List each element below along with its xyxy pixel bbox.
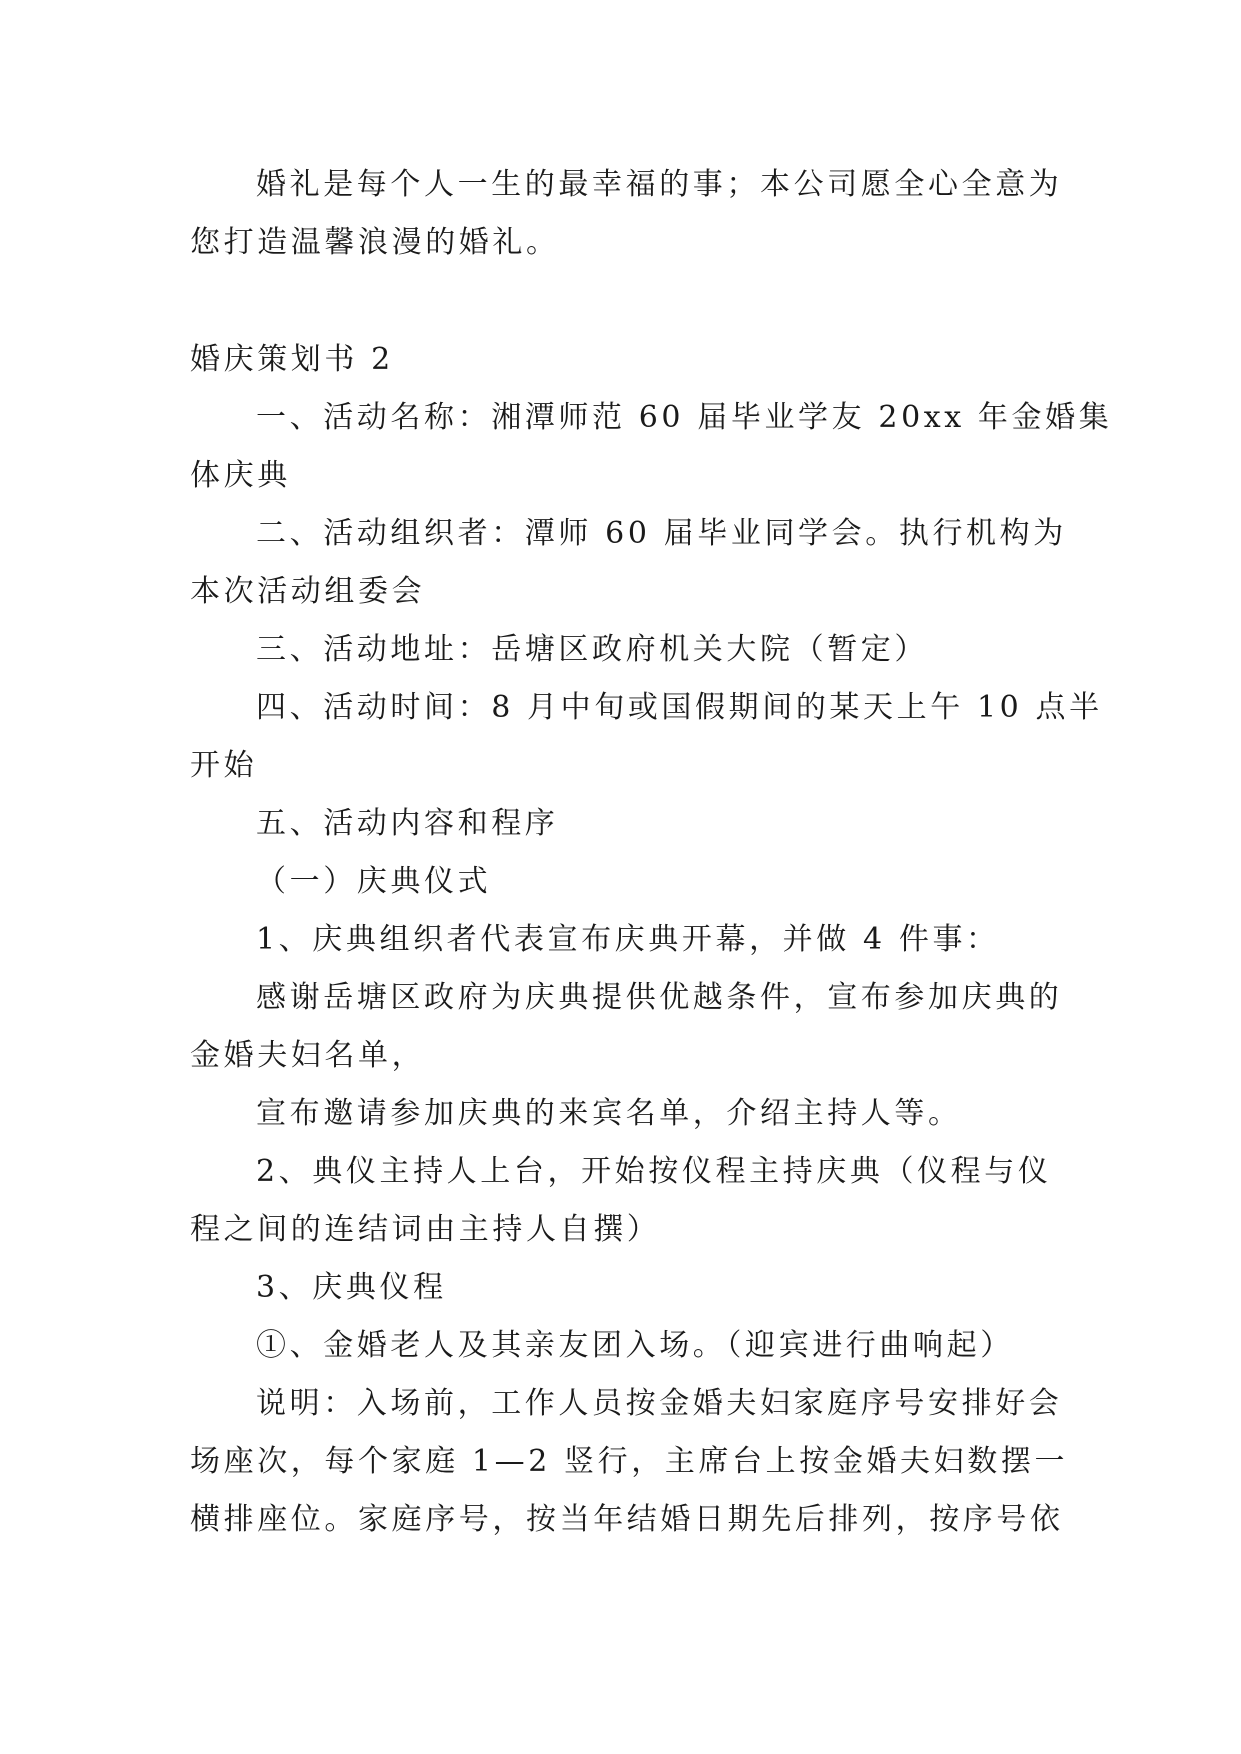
paragraph-intro-line-1: 婚礼是每个人一生的最幸福的事；本公司愿全心全意为 [256,167,1063,202]
section-heading: 婚庆策划书 2 [190,342,394,377]
item-3-line: 三、活动地址：岳塘区政府机关大院（暂定） [256,632,928,667]
step-1-detail-line-2: 金婚夫妇名单， [190,1038,426,1073]
item-2-line-1: 二、活动组织者：潭师 60 届毕业同学会。执行机构为 [256,516,1067,551]
item-1-line-1: 一、活动名称：湘潭师范 60 届毕业学友 20xx 年金婚集 [256,400,1113,435]
step-1-detail-line-1: 感谢岳塘区政府为庆典提供优越条件，宣布参加庆典的 [256,980,1063,1015]
paragraph-intro-line-2: 您打造温馨浪漫的婚礼。 [190,225,560,260]
item-5-line: 五、活动内容和程序 [256,806,559,841]
procedure-1-line: ①、金婚老人及其亲友团入场。（迎宾进行曲响起） [256,1328,1014,1363]
note-line-3: 横排座位。家庭序号，按当年结婚日期先后排列，按序号依 [190,1502,1064,1537]
step-2-line-2: 程之间的连结词由主持人自撰） [190,1212,661,1247]
item-2-line-2: 本次活动组委会 [190,574,426,609]
item-4-line-1: 四、活动时间：8 月中旬或国假期间的某天上午 10 点半 [256,690,1103,725]
item-1-line-2: 体庆典 [190,458,291,493]
step-3-line: 3、庆典仪程 [256,1270,447,1305]
step-1-line: 1、庆典组织者代表宣布庆典开幕，并做 4 件事： [256,922,1000,957]
item-4-line-2: 开始 [190,748,258,783]
note-line-1: 说明：入场前，工作人员按金婚夫妇家庭序号安排好会 [256,1386,1063,1421]
note-line-2: 场座次，每个家庭 1—2 竖行，主席台上按金婚夫妇数摆一 [190,1444,1069,1479]
step-1-detail-line-3: 宣布邀请参加庆典的来宾名单，介绍主持人等。 [256,1096,962,1131]
subsection-heading: （一）庆典仪式 [256,864,492,899]
step-2-line-1: 2、典仪主持人上台，开始按仪程主持庆典（仪程与仪 [256,1154,1052,1189]
